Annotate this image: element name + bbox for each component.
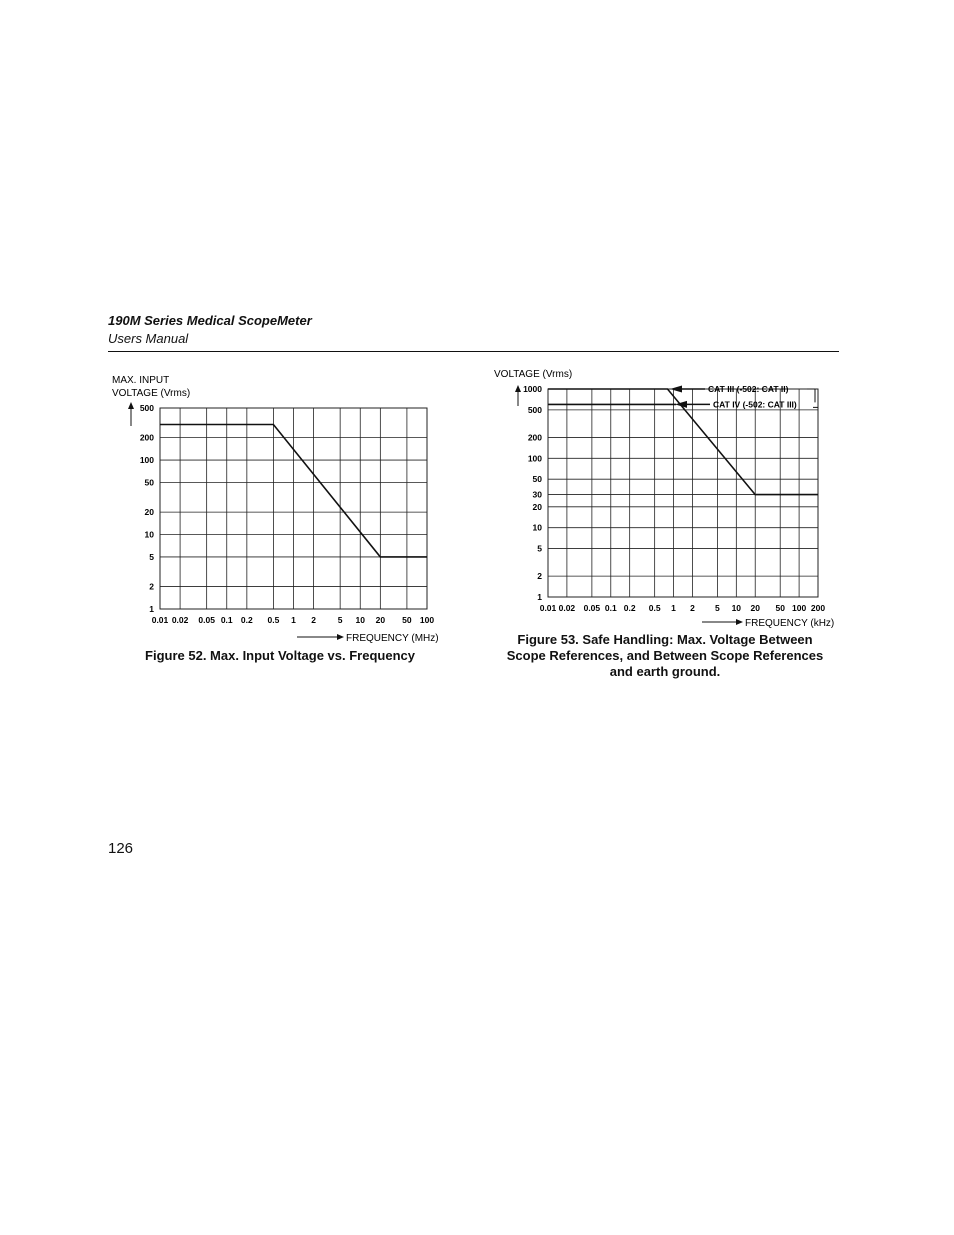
legend-cat-iii: CAT III (-502: CAT II) [708, 384, 789, 394]
manual-title: 190M Series Medical ScopeMeter [108, 313, 312, 328]
y-axis-label-line-2: VOLTAGE (Vrms) [112, 388, 191, 399]
y-tick-label: 5 [149, 551, 154, 562]
x-tick-label: 0.1 [604, 603, 617, 613]
figure-53-caption-line-1: Figure 53. Safe Handling: Max. Voltage Between [517, 632, 813, 647]
x-tick-label: 10 [731, 603, 742, 613]
x-tick-label: 50 [402, 615, 412, 625]
x-tick-label: 0.1 [220, 615, 233, 625]
x-tick-label: 1 [291, 615, 296, 625]
x-tick-label: 10 [355, 615, 365, 625]
x-tick-label: 5 [715, 603, 720, 613]
y-tick-label: 50 [532, 474, 542, 485]
figure-53-caption-line-2: Scope References, and Between Scope References [506, 648, 824, 663]
page-number: 126 [108, 840, 134, 857]
y-axis-label: VOLTAGE (Vrms) [494, 369, 573, 380]
cat-iv-arrow-head [675, 401, 687, 408]
x-tick-label: 0.05 [198, 615, 215, 625]
x-tick-label: 2 [311, 615, 316, 625]
plot-frame [548, 389, 818, 597]
y-axis-arrow-head [128, 402, 134, 409]
x-tick-label: 20 [750, 603, 760, 613]
header-rule [108, 351, 839, 352]
x-tick-label: 5 [337, 615, 343, 625]
figure-52 [105, 368, 455, 650]
y-tick-label: 500 [527, 404, 542, 415]
legend-cat-iv: CAT IV (-502: CAT III) [713, 399, 797, 410]
y-tick-label: 1000 [523, 384, 542, 394]
y-tick-label: 100 [527, 453, 542, 464]
figure-52-caption: Figure 52. Max. Input Voltage vs. Frequency [145, 648, 415, 663]
y-tick-label: 10 [144, 529, 154, 540]
y-tick-label: 1 [149, 604, 154, 614]
x-tick-label: 50 [775, 603, 785, 613]
y-axis-label-line-1: MAX. INPUT [112, 375, 170, 386]
chart-53-svg [488, 364, 840, 632]
manual-subtitle: Users Manual [108, 331, 189, 346]
x-tick-label: 100 [419, 615, 435, 625]
y-tick-label: 100 [139, 455, 154, 466]
x-axis-label: FREQUENCY (MHz) [346, 633, 439, 644]
x-tick-label: 0.2 [240, 615, 253, 625]
x-tick-label: 0.05 [583, 603, 601, 613]
y-tick-label: 10 [532, 522, 542, 533]
y-tick-label: 500 [139, 403, 154, 413]
y-axis-arrow-head [515, 385, 521, 392]
figure-53 [488, 364, 840, 632]
y-tick-label: 2 [537, 571, 542, 582]
x-tick-label: 0.5 [267, 615, 280, 625]
x-tick-label: 0.01 [151, 615, 169, 625]
y-tick-label: 20 [144, 507, 154, 518]
x-tick-label: 2 [690, 603, 695, 613]
x-tick-label: 0.5 [648, 603, 661, 613]
y-tick-label: 200 [527, 432, 542, 443]
chart-52-svg [105, 368, 455, 650]
x-tick-label: 20 [375, 615, 386, 625]
x-tick-label: 1 [671, 603, 676, 613]
x-tick-label: 0.02 [558, 603, 576, 613]
y-tick-label: 20 [532, 501, 542, 512]
y-tick-label: 200 [139, 432, 154, 443]
figure-53-caption [490, 632, 840, 680]
x-tick-label: 100 [792, 603, 807, 613]
cat-iii-arrow-head [670, 386, 682, 393]
x-axis-arrow-head [337, 634, 344, 640]
x-tick-label: 0.02 [171, 615, 189, 625]
y-tick-label: 5 [537, 543, 542, 554]
x-tick-label: 200 [810, 603, 826, 613]
y-tick-label: 1 [537, 592, 542, 602]
y-tick-label: 30 [532, 489, 542, 500]
x-tick-label: 0.01 [539, 603, 557, 613]
y-tick-label: 50 [144, 477, 154, 488]
x-axis-label: FREQUENCY (kHz) [745, 618, 835, 629]
y-tick-label: 2 [149, 581, 154, 592]
x-axis-arrow-head [736, 619, 743, 625]
x-tick-label: 0.2 [623, 603, 636, 613]
figure-53-caption-line-3: and earth ground. [609, 664, 721, 679]
